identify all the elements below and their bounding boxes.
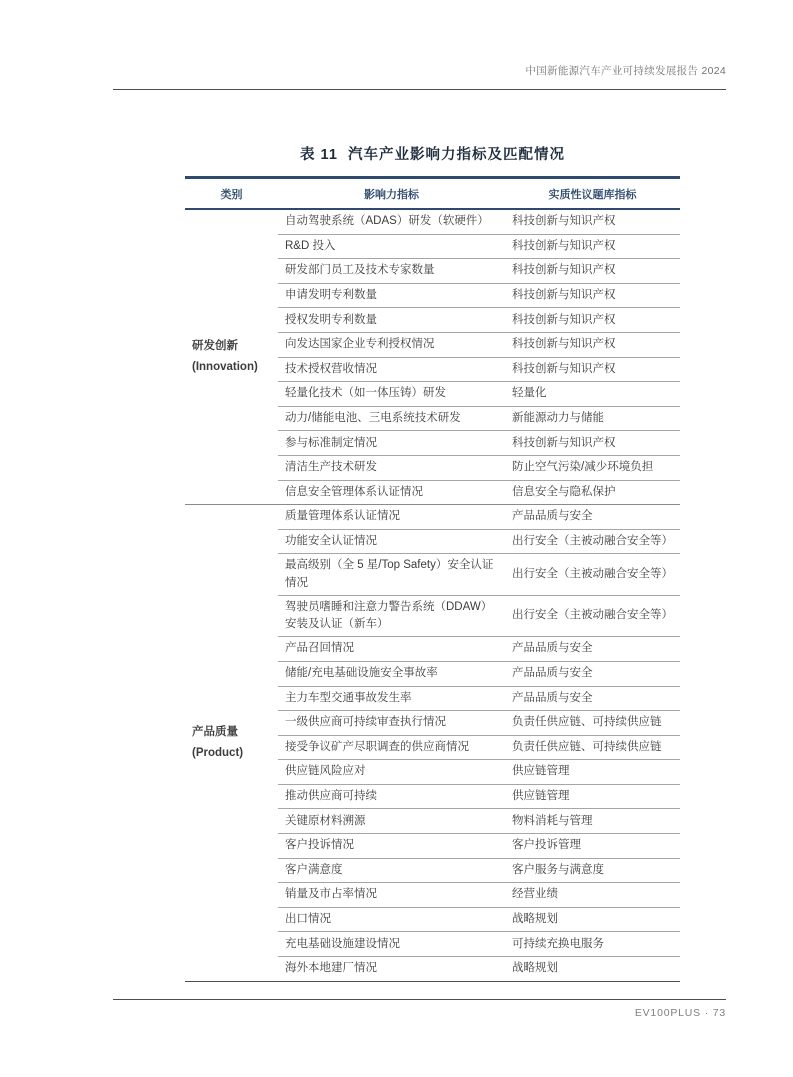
header-divider [113,89,726,90]
indicator-cell: 出口情况 [278,907,505,932]
topic-cell: 产品品质与安全 [505,637,680,662]
topic-cell: 信息安全与隐私保护 [505,480,680,505]
table-header-row [185,178,680,210]
topic-cell: 产品品质与安全 [505,686,680,711]
indicator-cell: 储能/充电基础设施安全事故率 [278,661,505,686]
indicator-cell: 功能安全认证情况 [278,529,505,554]
indicator-cell: 授权发明专利数量 [278,308,505,333]
topic-cell: 科技创新与知识产权 [505,209,680,234]
category-label-zh: 产品质量 [192,725,238,738]
indicator-cell: 驾驶员嗜睡和注意力警告系统（DDAW）安装及认证（新车） [278,595,505,637]
running-header-title: 中国新能源汽车产业可持续发展报告 2024 [525,65,726,77]
topic-cell: 负责任供应链、可持续供应链 [505,735,680,760]
topic-cell: 防止空气污染/减少环境负担 [505,455,680,480]
topic-cell: 出行安全（主被动融合安全等） [505,529,680,554]
topic-cell: 出行安全（主被动融合安全等） [505,554,680,596]
topic-cell: 供应链管理 [505,760,680,785]
indicator-cell: 自动驾驶系统（ADAS）研发（软硬件） [278,209,505,234]
indicator-cell: 接受争议矿产尽职调查的供应商情况 [278,735,505,760]
indicator-cell: 海外本地建厂情况 [278,957,505,982]
topic-cell: 物料消耗与管理 [505,809,680,834]
indicator-cell: R&D 投入 [278,234,505,259]
indicator-cell: 充电基础设施建设情况 [278,932,505,957]
footer-divider [113,999,726,1000]
topic-cell: 科技创新与知识产权 [505,308,680,333]
table-area [185,143,680,982]
indicator-cell: 轻量化技术（如一体压铸）研发 [278,382,505,407]
column-header-topic: 实质性议题库指标 [505,178,680,210]
category-label-en: (Product) [192,746,244,759]
indicator-cell: 清洁生产技术研发 [278,455,505,480]
indicator-cell: 质量管理体系认证情况 [278,505,505,530]
topic-cell: 供应链管理 [505,784,680,809]
topic-cell: 出行安全（主被动融合安全等） [505,595,680,637]
page-footer-text: EV100PLUS · 73 [634,1007,726,1019]
topic-cell: 科技创新与知识产权 [505,332,680,357]
topic-cell: 产品品质与安全 [505,661,680,686]
influence-indicators-table [185,176,680,982]
topic-cell: 可持续充换电服务 [505,932,680,957]
indicator-cell: 产品召回情况 [278,637,505,662]
topic-cell: 产品品质与安全 [505,505,680,530]
topic-cell: 科技创新与知识产权 [505,259,680,284]
topic-cell: 科技创新与知识产权 [505,234,680,259]
indicator-cell: 参与标准制定情况 [278,431,505,456]
category-label-en: (Innovation) [192,361,258,374]
indicator-cell: 推动供应商可持续 [278,784,505,809]
indicator-cell: 供应链风险应对 [278,760,505,785]
table-row [185,209,680,234]
category-cell [185,505,278,982]
indicator-cell: 申请发明专利数量 [278,283,505,308]
topic-cell: 战略规划 [505,957,680,982]
topic-cell: 客户投诉管理 [505,834,680,859]
column-header-indicator: 影响力指标 [278,178,505,210]
topic-cell: 经营业绩 [505,883,680,908]
column-header-category: 类别 [185,178,278,210]
indicator-cell: 主力车型交通事故发生率 [278,686,505,711]
indicator-cell: 向发达国家企业专利授权情况 [278,332,505,357]
indicator-cell: 最高级别（全 5 星/Top Safety）安全认证情况 [278,554,505,596]
table-row [185,505,680,530]
topic-cell: 战略规划 [505,907,680,932]
indicator-cell: 关键原材料溯源 [278,809,505,834]
topic-cell: 新能源动力与储能 [505,406,680,431]
topic-cell: 负责任供应链、可持续供应链 [505,711,680,736]
category-label-zh: 研发创新 [192,339,238,352]
topic-cell: 客户服务与满意度 [505,858,680,883]
category-cell [185,209,278,505]
topic-cell: 科技创新与知识产权 [505,357,680,382]
indicator-cell: 信息安全管理体系认证情况 [278,480,505,505]
topic-cell: 轻量化 [505,382,680,407]
indicator-cell: 客户投诉情况 [278,834,505,859]
topic-cell: 科技创新与知识产权 [505,431,680,456]
indicator-cell: 销量及市占率情况 [278,883,505,908]
indicator-cell: 动力/储能电池、三电系统技术研发 [278,406,505,431]
indicator-cell: 研发部门员工及技术专家数量 [278,259,505,284]
indicator-cell: 技术授权营收情况 [278,357,505,382]
table-caption: 表 11 汽车产业影响力指标及匹配情况 [300,147,565,163]
topic-cell: 科技创新与知识产权 [505,283,680,308]
indicator-cell: 客户满意度 [278,858,505,883]
indicator-cell: 一级供应商可持续审查执行情况 [278,711,505,736]
